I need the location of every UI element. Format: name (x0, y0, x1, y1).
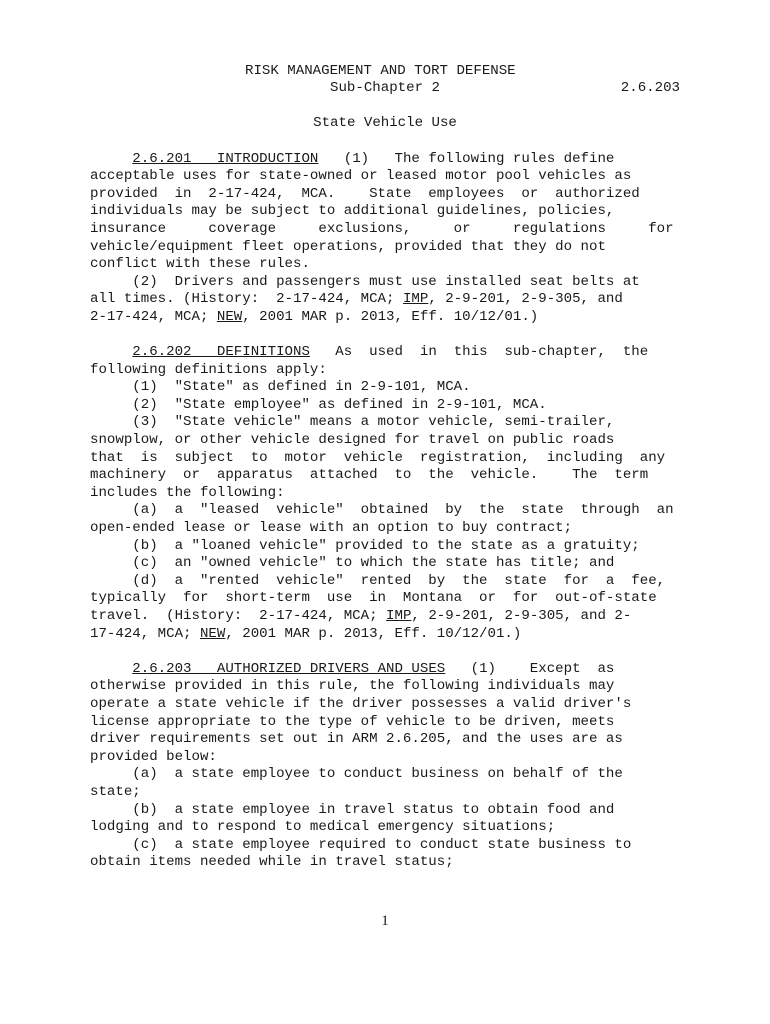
text-line (90, 432, 680, 450)
line-text: (b) a state employee in travel status to obtain food and (90, 801, 615, 818)
rule-text (90, 151, 680, 872)
text-line (90, 186, 680, 204)
text-line (90, 766, 680, 784)
line-text: (d) a "rented vehicle" rented by the state for a fee, (90, 572, 666, 589)
line-text: (a) a "leased vehicle" obtained by the state through an (90, 502, 674, 519)
text-line (90, 520, 680, 538)
underlined-text: 2.6.202 DEFINITIONS (132, 344, 310, 361)
line-text: 2-17-424, MCA; (90, 308, 217, 325)
text-line (90, 661, 680, 679)
line-text (90, 344, 132, 360)
line-text: that is subject to motor vehicle registration, including any (90, 449, 666, 466)
text-line (90, 696, 680, 714)
line-text: snowplow, or other vehicle designed for travel on public roads (90, 432, 615, 449)
line-text: includes the following: (90, 484, 285, 501)
text-line (90, 802, 680, 820)
text-line (90, 608, 680, 626)
underlined-text: 2.6.203 AUTHORIZED DRIVERS AND USES (132, 660, 446, 677)
line-text: (1) Except as (445, 660, 615, 677)
text-line (90, 168, 680, 186)
blank-line (90, 327, 680, 345)
text-line (90, 379, 680, 397)
text-line (90, 590, 680, 608)
line-text: license appropriate to the type of vehicle to be driven, meets (90, 713, 615, 730)
line-text: individuals may be subject to additional guidelines, policies, (90, 203, 615, 220)
line-text: (1) The following rules define (318, 150, 615, 167)
line-text: obtain items needed while in travel status; (90, 854, 454, 871)
text-line (90, 749, 680, 767)
header-title: RISK MANAGEMENT AND TORT DEFENSE (245, 62, 516, 79)
underlined-text: IMP (402, 291, 429, 308)
text-line (90, 291, 680, 309)
text-line (90, 485, 680, 503)
line-text: provided in 2-17-424, MCA. State employees or authorized (90, 185, 640, 202)
text-line (90, 573, 680, 591)
subchapter-title: State Vehicle Use (313, 115, 457, 132)
text-line (90, 309, 680, 327)
text-line (90, 239, 680, 257)
line-text: (c) an "owned vehicle" to which the state has title; and (90, 555, 615, 572)
line-text: provided below: (90, 748, 217, 765)
line-text: all times. (History: 2-17-424, MCA; (90, 291, 403, 308)
text-line (90, 819, 680, 837)
line-text: insurance coverage exclusions, or regulations for (90, 220, 674, 237)
line-text (90, 661, 132, 677)
document-body (90, 45, 680, 872)
text-line (90, 362, 680, 380)
text-line (90, 854, 680, 872)
text-line (90, 450, 680, 468)
text-line (90, 678, 680, 696)
underlined-text: IMP (386, 608, 412, 624)
text-line (90, 203, 680, 221)
text-line (90, 274, 680, 292)
blank-line (90, 643, 680, 661)
text-line (90, 731, 680, 749)
line-text (90, 151, 132, 167)
line-text: vehicle/equipment fleet operations, provided that they do not (90, 238, 606, 255)
text-line (90, 467, 680, 485)
line-text: (1) "State" as defined in 2-9-101, MCA. (90, 379, 471, 396)
line-text: As used in this sub-chapter, the (309, 344, 649, 361)
line-text: state; (90, 783, 141, 800)
text-line (90, 714, 680, 732)
line-text: travel. (History: 2-17-424, MCA; (90, 608, 387, 624)
line-text: (b) a "loaned vehicle" provided to the state as a gratuity; (90, 537, 640, 554)
underlined-text: NEW (199, 625, 226, 642)
underlined-text: 2.6.201 INTRODUCTION (132, 150, 319, 167)
text-line (90, 502, 680, 520)
line-text: acceptable uses for state-owned or leased motor pool vehicles as (90, 168, 632, 185)
text-line (90, 784, 680, 802)
line-text: (2) Drivers and passengers must use installed seat belts at (90, 273, 640, 290)
line-text: conflict with these rules. (90, 256, 310, 273)
line-text: (2) "State employee" as defined in 2-9-101, MCA. (90, 396, 547, 413)
line-text: , 2-9-201, 2-9-305, and 2- (411, 608, 632, 624)
line-text: operate a state vehicle if the driver possesses a valid driver's (90, 695, 632, 712)
line-text: , 2001 MAR p. 2013, Eff. 10/12/01.) (242, 308, 539, 325)
text-line (90, 151, 680, 169)
text-line (90, 221, 680, 239)
line-text: , 2-9-201, 2-9-305, and (428, 291, 623, 308)
text-line (90, 414, 680, 432)
line-text: otherwise provided in this rule, the following individuals may (90, 678, 615, 695)
line-text: lodging and to respond to medical emergency situations; (90, 819, 556, 836)
page-number: 1 (381, 913, 389, 929)
line-text: machinery or apparatus attached to the vehicle. The term (90, 467, 649, 484)
line-text: following definitions apply: (90, 361, 327, 378)
text-line (90, 538, 680, 556)
text-line (90, 397, 680, 415)
text-line (90, 837, 680, 855)
text-line (90, 555, 680, 573)
line-text: (3) "State vehicle" means a motor vehicle, semi-trailer, (90, 414, 615, 431)
line-text: open-ended lease or lease with an option to buy contract; (90, 520, 573, 537)
line-text: (a) a state employee to conduct business on behalf of the (90, 766, 623, 783)
line-text: (c) a state employee required to conduct state business to (90, 836, 632, 853)
text-line (90, 344, 680, 362)
header-section-number: 2.6.203 (620, 80, 680, 97)
line-text: driver requirements set out in ARM 2.6.205, and the uses are as (90, 731, 623, 748)
subchapter-heading: Sub-Chapter 2 (330, 80, 440, 97)
text-line (90, 626, 680, 644)
text-line (90, 256, 680, 274)
underlined-text: NEW (216, 308, 243, 325)
line-text: typically for short-term use in Montana or for out-of-state (90, 590, 657, 607)
line-text: 17-424, MCA; (90, 625, 200, 642)
line-text: , 2001 MAR p. 2013, Eff. 10/12/01.) (225, 625, 522, 642)
